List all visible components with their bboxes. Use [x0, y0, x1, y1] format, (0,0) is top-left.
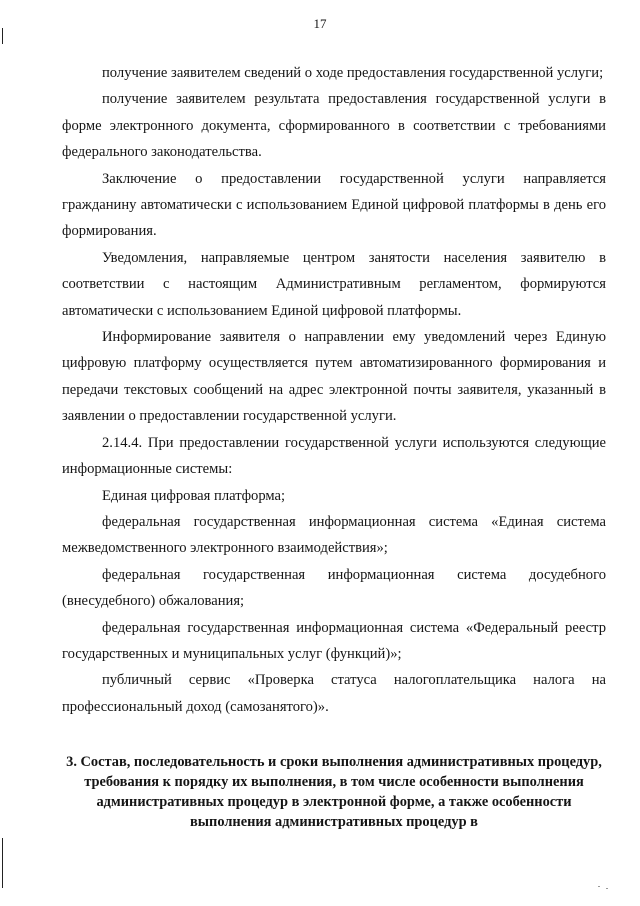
list-item: федеральная государственная информационная система «Единая система межведомственного электронного взаимодействия»;: [62, 513, 606, 557]
page-number: 17: [313, 16, 327, 31]
scan-speck: [606, 888, 608, 889]
paragraph: получение заявителем результата предоставления государственной услуги в форме электронного документа, сформированного в соответствии с требованиями федерального законодательства.: [62, 91, 606, 161]
list-item: федеральная государственная информационная система досудебного (внесудебного) обжалования;: [62, 566, 606, 610]
list-item: Единая цифровая платформа;: [102, 487, 286, 504]
document-body: [62, 60, 606, 720]
paragraph: получение заявителем сведений о ходе предоставления государственной услуги;: [102, 65, 604, 81]
paragraph: Уведомления, направляемые центром занятости населения заявителю в соответствии с настоящим Административным регламентом, формируются автоматически с использованием Единой цифровой платформы.: [62, 249, 606, 319]
left-edge-mark-bottom: [2, 838, 3, 888]
list-item: публичный сервис «Проверка статуса налогоплательщика налога на профессиональный доход (самозанятого)».: [62, 672, 606, 715]
scan-speck: [598, 886, 600, 887]
paragraph: Заключение о предоставлении государственной услуги направляется гражданину автоматически с использованием Единой цифровой платформы в день его формирования.: [62, 170, 606, 240]
section-heading: 3. Состав, последовательность и сроки выполнения административных процедур, требования к порядку их выполнения, в том числе особенности выполнения административных процедур в электронной форме, а также особенности выполнения административных процедур в: [66, 754, 602, 830]
paragraph: 2.14.4. При предоставлении государственной услуги используются следующие информационные системы:: [62, 434, 606, 478]
list-item: федеральная государственная информационная система «Федеральный реестр государственных и муниципальных услуг (функций)»;: [62, 619, 606, 662]
paragraph: Информирование заявителя о направлении ему уведомлений через Единую цифровую платформу осуществляется путем автоматизированного формирования и передачи текстовых сообщений на адрес электронной почты заявителя, указанный в заявлении о предоставлении государственной услуги.: [62, 329, 606, 425]
